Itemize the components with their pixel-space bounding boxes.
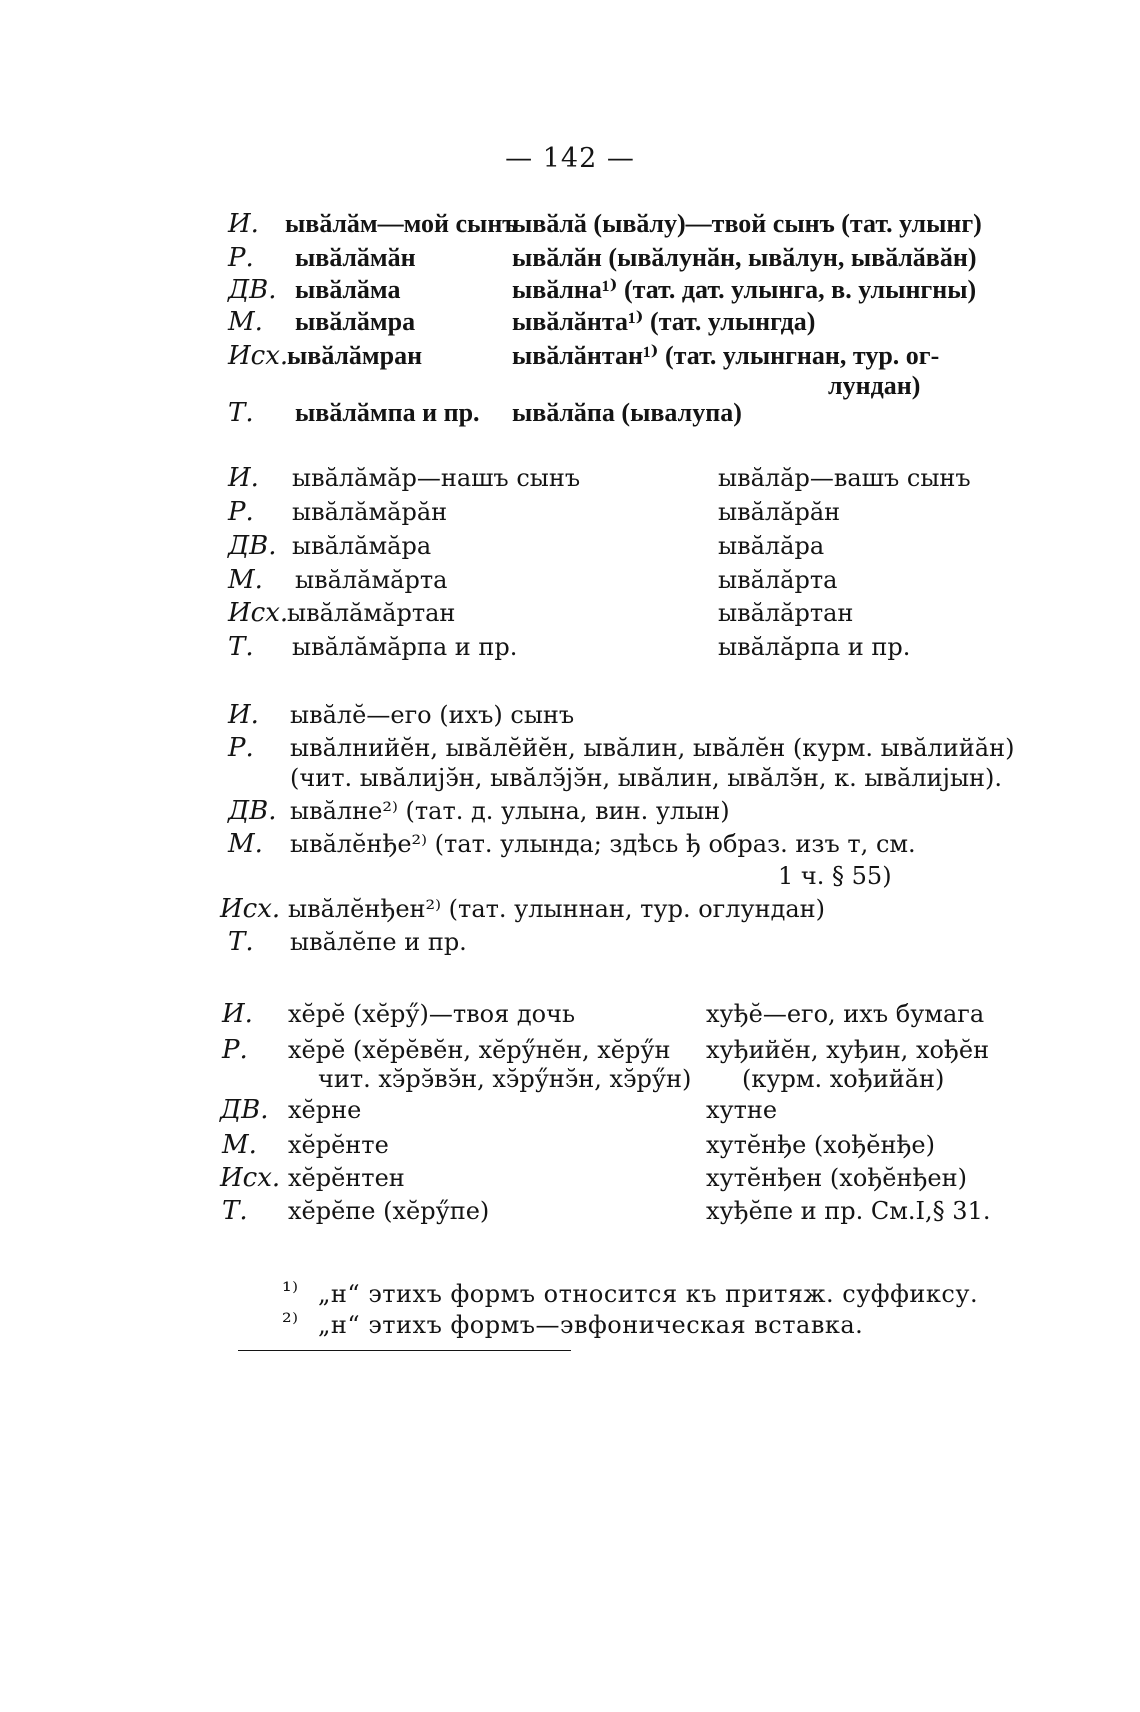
case-label: Т. bbox=[228, 927, 254, 957]
reading-note: (чит. ывӑлиjэ̆н, ывӑлэ̆jэ̆н, ывӑлин, ывӑлэ̆н, к. ывӑлиjын). bbox=[290, 764, 1003, 792]
footnote-mark: ²⁾ bbox=[282, 1308, 299, 1336]
paradigm-form: ывӑлӗ—его (ихъ) сынъ bbox=[290, 701, 575, 729]
case-label: Т. bbox=[222, 1196, 248, 1226]
case-label: Исх. bbox=[228, 341, 289, 371]
paradigm-form: ывӑлӑмӑрпа и пр. bbox=[292, 633, 518, 661]
reading-note: чит. хэ̆рэ̆вэ̆н, хэ̆рӳнэ̆н, хэ̆рӳн) bbox=[318, 1065, 692, 1093]
paradigm-form: ывӑлӑ (ывӑлу)—твой сынъ (тат. улынг) bbox=[512, 209, 982, 238]
case-label: Р. bbox=[228, 733, 254, 763]
paradigm-form: ывӑлнийӗн, ывӑлӗйӗн, ывӑлин, ывӑлӗн (курм. ывӑлийӑн) bbox=[290, 734, 1015, 762]
paradigm-form-continuation: лундан) bbox=[828, 371, 921, 400]
case-label: Исх. bbox=[220, 1163, 281, 1193]
case-label: ДВ. bbox=[228, 531, 277, 561]
paradigm-form: хуђӗ—его, ихъ бумага bbox=[706, 1000, 985, 1028]
paradigm-form: ывӑлӑнта¹⁾ (тат. улынгда) bbox=[512, 307, 816, 336]
paradigm-form: ывӑлӑмӑн bbox=[295, 243, 416, 272]
paradigm-form: хуђийӗн, хуђин, хођӗн bbox=[706, 1036, 990, 1064]
case-label: Т. bbox=[228, 398, 254, 428]
case-label: Р. bbox=[228, 497, 254, 527]
paradigm-form: хутӗнђен (хођӗнђен) bbox=[706, 1164, 967, 1192]
paradigm-form: хӗрӗнте bbox=[288, 1131, 389, 1159]
paradigm-form: ывӑлӑрта bbox=[718, 566, 838, 594]
case-label: ДВ. bbox=[228, 275, 277, 305]
paradigm-form: ывӑлӑма bbox=[295, 275, 401, 304]
case-label: М. bbox=[228, 565, 263, 595]
case-label: Т. bbox=[228, 632, 254, 662]
paradigm-form: ывӑлӗпе и пр. bbox=[290, 928, 467, 956]
paradigm-form: ывӑлӑмӑрӑн bbox=[292, 498, 448, 526]
case-label: Исх. bbox=[220, 894, 281, 924]
paradigm-form-continuation: 1 ч. § 55) bbox=[778, 862, 892, 890]
paradigm-form: ывӑлӑнтан¹⁾ (тат. улынгнан, тур. ог- bbox=[512, 341, 940, 370]
footnote-mark: ¹⁾ bbox=[282, 1277, 299, 1305]
paradigm-form: хӗрӗ (хӗрӗвӗн, хӗрӳнӗн, хӗрӳн bbox=[288, 1036, 671, 1064]
paradigm-form: хутӗнђе (хођӗнђе) bbox=[706, 1131, 935, 1159]
paradigm-form: ывӑлӑрӑн bbox=[718, 498, 841, 526]
paradigm-form: ывӑлна¹⁾ (тат. дат. улынга, в. улынгны) bbox=[512, 275, 977, 304]
paradigm-form: ывӑлӑмӑртан bbox=[287, 599, 456, 627]
paradigm-form: ывӑлӑн (ывӑлунӑн, ывӑлун, ывӑлӑвӑн) bbox=[512, 243, 977, 272]
case-label: И. bbox=[228, 209, 259, 239]
paradigm-form-continuation: (курм. хођийӑн) bbox=[742, 1065, 945, 1093]
case-label: И. bbox=[228, 463, 259, 493]
paradigm-form: ывӑлӑрпа и пр. bbox=[718, 633, 911, 661]
paradigm-form: ывӑлӗнђен²⁾ (тат. улыннан, тур. оглундан) bbox=[288, 895, 826, 923]
paradigm-form: ывӑлӑм—мой сынъ bbox=[285, 209, 518, 238]
paradigm-form: хӗрӗнтен bbox=[288, 1164, 405, 1192]
paradigm-form: ывӑлӑпа (ывалупа) bbox=[512, 398, 742, 427]
paradigm-form: ывӑлӑмӑра bbox=[292, 532, 432, 560]
paradigm-form: хӗрӗпе (хӗрӳпе) bbox=[288, 1197, 490, 1225]
case-label: М. bbox=[228, 829, 263, 859]
footnote-text: „н“ этихъ формъ—эвфоническая вставка. bbox=[318, 1311, 864, 1339]
case-label: И. bbox=[222, 999, 253, 1029]
paradigm-form: ывӑлӗнђе²⁾ (тат. улында; здѣсь ђ образ. изъ т, см. bbox=[290, 830, 916, 858]
paradigm-form: хутне bbox=[706, 1096, 778, 1124]
footnote-divider bbox=[238, 1350, 571, 1351]
case-label: Исх. bbox=[228, 598, 289, 628]
case-label: ДВ. bbox=[228, 796, 277, 826]
paradigm-form: хӗрне bbox=[288, 1096, 362, 1124]
paradigm-form: ывӑлӑмра bbox=[295, 307, 416, 336]
case-label: М. bbox=[222, 1130, 257, 1160]
paradigm-form: ывӑлӑмӑр—нашъ сынъ bbox=[292, 464, 581, 492]
paradigm-form: ывӑлӑра bbox=[718, 532, 825, 560]
case-label: И. bbox=[228, 700, 259, 730]
paradigm-form: ывӑлӑмпа и пр. bbox=[295, 398, 480, 427]
paradigm-form: хӗрӗ (хӗрӳ)—твоя дочь bbox=[288, 1000, 576, 1028]
paradigm-form: ывӑлӑр—вашъ сынъ bbox=[718, 464, 971, 492]
paradigm-form: ывӑлӑмӑрта bbox=[295, 566, 448, 594]
paradigm-form: хуђӗпе и пр. См.I,§ 31. bbox=[706, 1197, 991, 1225]
footnote-text: „н“ этихъ формъ относится къ притяж. суффиксу. bbox=[318, 1280, 979, 1308]
case-label: ДВ. bbox=[220, 1095, 269, 1125]
page-number: — 142 — bbox=[505, 143, 635, 174]
paradigm-form: ывӑлне²⁾ (тат. д. улына, вин. улын) bbox=[290, 797, 730, 825]
paradigm-form: ывӑлӑмран bbox=[287, 341, 423, 370]
case-label: Р. bbox=[222, 1035, 248, 1065]
case-label: Р. bbox=[228, 243, 254, 273]
case-label: М. bbox=[228, 307, 263, 337]
paradigm-form: ывӑлӑртан bbox=[718, 599, 854, 627]
